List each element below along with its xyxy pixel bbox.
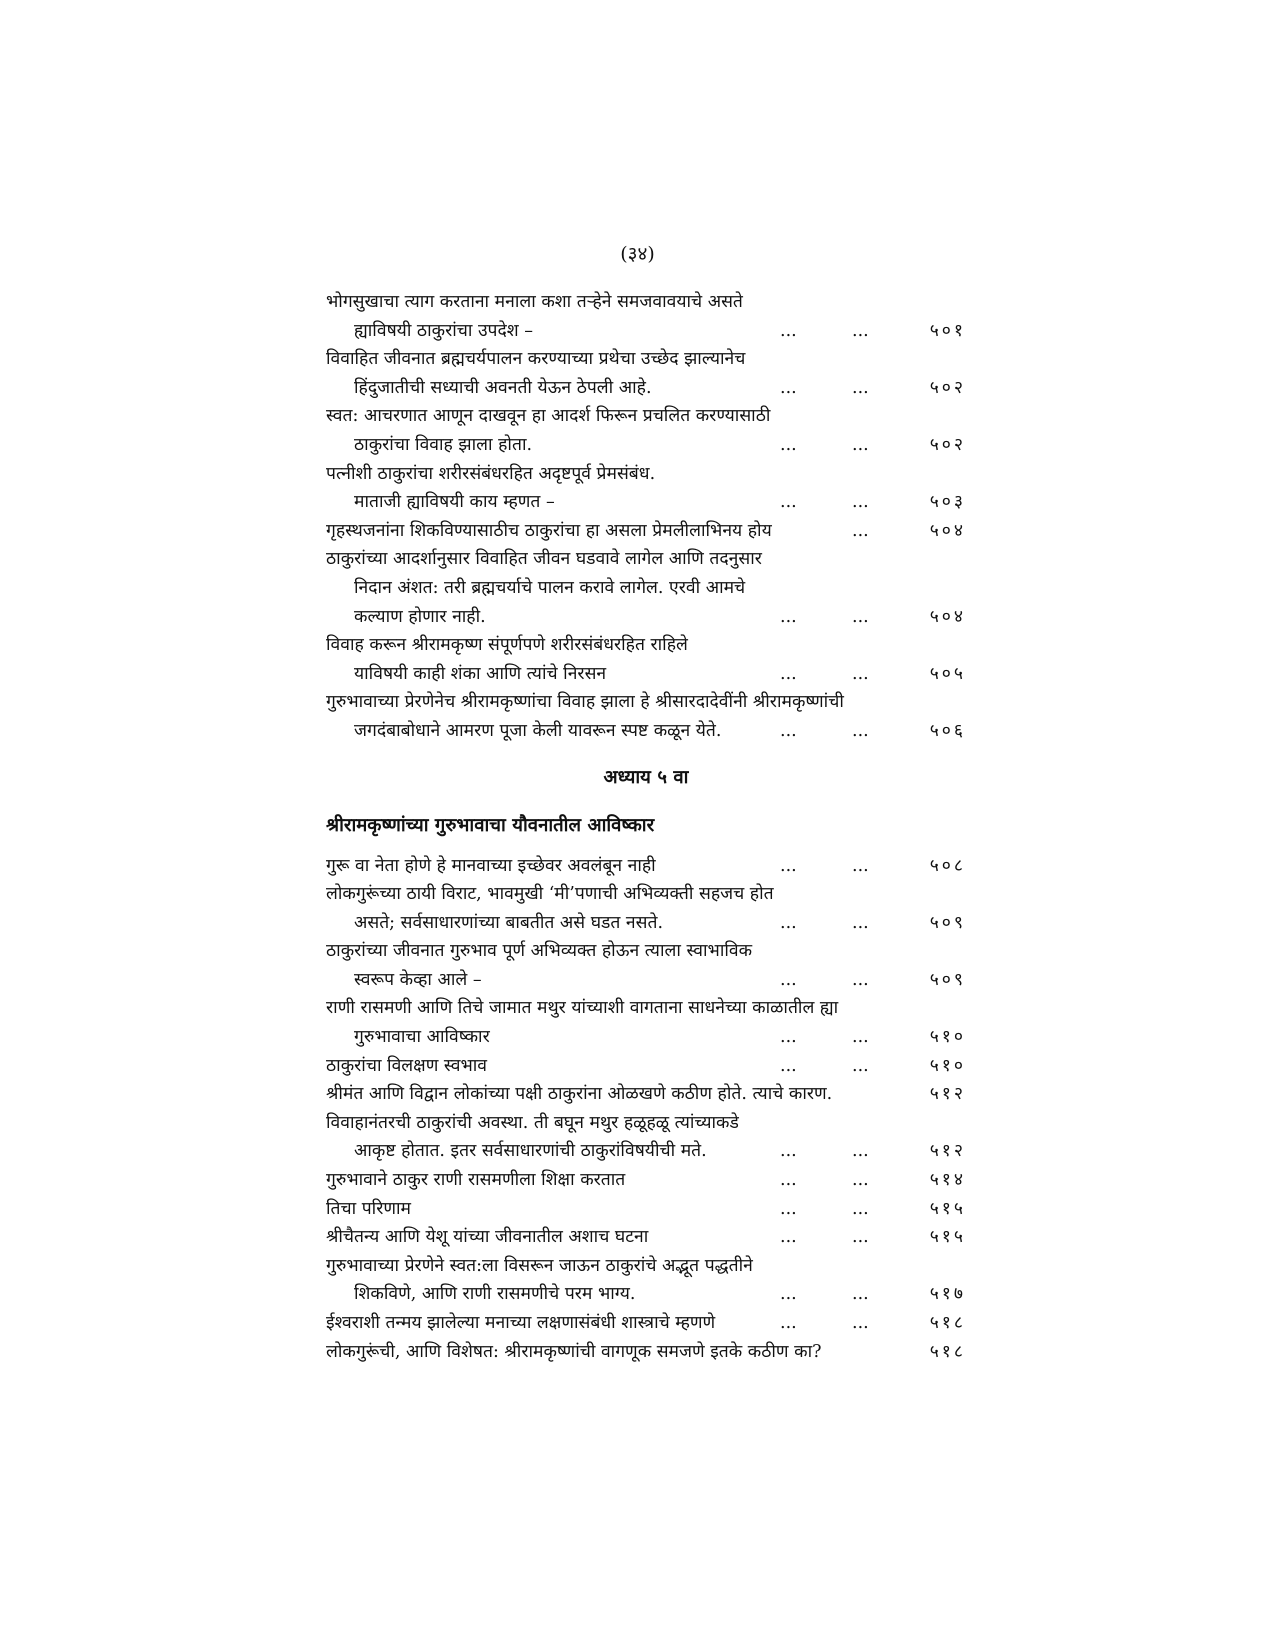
- leader-dots: ...: [852, 377, 869, 398]
- toc-entry-text: गृहस्थजनांना शिकविण्यासाठीच ठाकुरांचा हा असला प्रेमलीलाभिनय होय: [326, 520, 772, 541]
- toc-line: [326, 909, 966, 938]
- leader-dots: ...: [852, 1284, 869, 1305]
- leader-dots: ...: [852, 1141, 869, 1162]
- toc-page-number: ५१२: [929, 1141, 966, 1162]
- toc-line: [326, 1052, 966, 1081]
- table-of-contents: [326, 288, 966, 1366]
- toc-entry-text: ठाकुरांचा विलक्षण स्वभाव: [326, 1055, 488, 1076]
- leader-dots: ...: [852, 1198, 869, 1219]
- leader-dots: ...: [780, 606, 797, 627]
- page-number: (३४): [620, 243, 655, 265]
- toc-entry-text: स्वत: आचरणात आणून दाखवून हा आदर्श फिरून प्रचलित करण्यासाठी: [326, 406, 771, 427]
- toc-line: [326, 431, 966, 460]
- toc-line: [326, 994, 966, 1023]
- leader-dots: ...: [780, 663, 797, 684]
- toc-page-number: ५१५: [929, 1198, 966, 1219]
- toc-line: [326, 688, 966, 717]
- toc-page-number: ५०२: [929, 377, 966, 398]
- leader-dots: ...: [852, 855, 869, 876]
- leader-dots: ...: [852, 1227, 869, 1248]
- toc-entry-text: ठाकुरांच्या जीवनात गुरुभाव पूर्ण अभिव्यक्त होऊन त्याला स्वाभाविक: [326, 941, 753, 962]
- toc-line: [326, 937, 966, 966]
- leader-dots: ...: [780, 1027, 797, 1048]
- toc-line: [326, 603, 966, 632]
- toc-line: [326, 574, 966, 603]
- leader-dots: ...: [780, 912, 797, 933]
- toc-page-number: ५१७: [929, 1284, 966, 1305]
- toc-line: [326, 374, 966, 403]
- toc-page-number: ५०२: [929, 434, 966, 455]
- toc-entry-text: लोकगुरूंच्या ठायी विराट, भावमुखी ‘मी’पणाची अभिव्यक्ती सहजच होत: [326, 884, 774, 905]
- toc-page-number: ५१०: [929, 1027, 966, 1048]
- leader-dots: ...: [852, 520, 869, 541]
- leader-dots: ...: [852, 720, 869, 741]
- toc-page-number: ५०६: [929, 720, 966, 741]
- toc-line: [326, 1338, 966, 1367]
- chapter-heading: अध्याय ५ वा: [603, 766, 689, 788]
- toc-line: [326, 1280, 966, 1309]
- toc-page-number: ५०१: [929, 320, 966, 341]
- leader-dots: ...: [852, 912, 869, 933]
- toc-line: [326, 631, 966, 660]
- leader-dots: ...: [852, 969, 869, 990]
- toc-entry-text: विवाहानंतरची ठाकुरांची अवस्था. ती बघून मथुर हळूहळू त्यांच्याकडे: [326, 1112, 739, 1133]
- toc-line: [326, 880, 966, 909]
- chapter-title: श्रीरामकृष्णांच्या गुरुभावाचा यौवनातील आविष्कार: [326, 814, 655, 836]
- toc-entry-text: विवाहित जीवनात ब्रह्मचर्यपालन करण्याच्या प्रथेचा उच्छेद झाल्यानेच: [326, 349, 746, 370]
- toc-entry-text: गुरुभावाच्या प्रेरणेनेच श्रीरामकृष्णांचा विवाह झाला हे श्रीसारदादेवींनी श्रीरामकृष्णांची: [326, 692, 844, 713]
- toc-line: [326, 1166, 966, 1195]
- toc-entry-text: गुरू वा नेता होणे हे मानवाच्या इच्छेवर अवलंबून नाही: [326, 855, 656, 876]
- leader-dots: ...: [780, 1198, 797, 1219]
- toc-entry-text: आकृष्ट होतात. इतर सर्वसाधारणांची ठाकुरांविषयीची मते.: [354, 1141, 707, 1162]
- leader-dots: ...: [780, 720, 797, 741]
- toc-section-2: [326, 852, 966, 1367]
- toc-line: [326, 402, 966, 431]
- leader-dots: ...: [780, 969, 797, 990]
- leader-dots: ...: [852, 1055, 869, 1076]
- toc-line: [326, 660, 966, 689]
- leader-dots: ...: [780, 434, 797, 455]
- toc-entry-text: गुरुभावाचा आविष्कार: [354, 1027, 490, 1048]
- toc-entry-text: माताजी ह्याविषयी काय म्हणत –: [354, 492, 555, 513]
- leader-dots: ...: [780, 320, 797, 341]
- toc-line: [326, 852, 966, 881]
- toc-line: [326, 966, 966, 995]
- toc-page-number: ५०९: [929, 912, 966, 933]
- toc-line: [326, 317, 966, 346]
- toc-entry-text: गुरुभावाच्या प्रेरणेने स्वत:ला विसरून जाऊन ठाकुरांचे अद्भूत पद्धतीने: [326, 1255, 753, 1276]
- leader-dots: ...: [852, 663, 869, 684]
- leader-dots: ...: [780, 377, 797, 398]
- leader-dots: ...: [852, 434, 869, 455]
- toc-line: [326, 1252, 966, 1281]
- toc-entry-text: शिकविणे, आणि राणी रासमणीचे परम भाग्य.: [354, 1284, 636, 1305]
- toc-line: [326, 1223, 966, 1252]
- toc-line: [326, 345, 966, 374]
- leader-dots: ...: [852, 606, 869, 627]
- toc-entry-text: श्रीमंत आणि विद्वान लोकांच्या पक्षी ठाकुरांना ओळखणे कठीण होते. त्याचे कारण.: [326, 1084, 833, 1105]
- leader-dots: ...: [852, 492, 869, 513]
- leader-dots: ...: [780, 1170, 797, 1191]
- toc-entry-text: ठाकुरांचा विवाह झाला होता.: [354, 434, 533, 455]
- toc-entry-text: जगदंबाबोधाने आमरण पूजा केली यावरून स्पष्ट कळून येते.: [354, 720, 722, 741]
- toc-entry-text: श्रीचैतन्य आणि येशू यांच्या जीवनातील अशाच घटना: [326, 1227, 649, 1248]
- leader-dots: ...: [852, 320, 869, 341]
- toc-line: [326, 1109, 966, 1138]
- toc-line: [326, 517, 966, 546]
- toc-page-number: ५०४: [929, 520, 966, 541]
- toc-page-number: ५१५: [929, 1227, 966, 1248]
- toc-line: [326, 1137, 966, 1166]
- toc-page-number: ५१२: [929, 1084, 966, 1105]
- toc-entry-text: याविषयी काही शंका आणि त्यांचे निरसन: [354, 663, 607, 684]
- toc-page-number: ५१०: [929, 1055, 966, 1076]
- toc-line: [326, 1080, 966, 1109]
- toc-entry-text: विवाह करून श्रीरामकृष्ण संपूर्णपणे शरीरसंबंधरहित राहिले: [326, 635, 688, 656]
- toc-page-number: ५०९: [929, 969, 966, 990]
- toc-page-number: ५०५: [929, 663, 966, 684]
- toc-page-number: ५१८: [929, 1313, 966, 1333]
- leader-dots: ...: [852, 1170, 869, 1191]
- toc-line: [326, 545, 966, 574]
- toc-line: [326, 488, 966, 517]
- toc-entry-text: ह्याविषयी ठाकुरांचा उपदेश –: [354, 320, 534, 341]
- toc-page-number: ५१४: [929, 1170, 966, 1191]
- toc-line: [326, 717, 966, 746]
- toc-entry-text: ठाकुरांच्या आदर्शानुसार विवाहित जीवन घडवावे लागेल आणि तदनुसार: [326, 549, 762, 570]
- leader-dots: ...: [780, 1141, 797, 1162]
- leader-dots: ...: [780, 1227, 797, 1248]
- toc-entry-text: असते; सर्वसाधारणांच्या बाबतीत असे घडत नसते.: [354, 912, 664, 933]
- toc-page-number: ५०४: [929, 606, 966, 627]
- toc-entry-text: राणी रासमणी आणि तिचे जामात मथुर यांच्याशी वागताना साधनेच्या काळातील ह्या: [326, 998, 839, 1019]
- toc-line: [326, 1023, 966, 1052]
- toc-entry-text: हिंदुजातीची सध्याची अवनती येऊन ठेपली आहे.: [354, 377, 652, 398]
- toc-line: [326, 460, 966, 489]
- toc-entry-text: पत्नीशी ठाकुरांचा शरीरसंबंधरहित अदृष्टपूर्व प्रेमसंबंध.: [326, 463, 656, 484]
- toc-line: [326, 1195, 966, 1224]
- toc-line: [326, 288, 966, 317]
- toc-entry-text: ईश्वराशी तन्मय झालेल्या मनाच्या लक्षणासंबंधी शास्त्राचे म्हणणे: [326, 1313, 716, 1333]
- leader-dots: ...: [852, 1313, 869, 1333]
- leader-dots: ...: [852, 1027, 869, 1048]
- leader-dots: ...: [780, 492, 797, 513]
- toc-page-number: ५०३: [929, 492, 966, 513]
- toc-entry-text: निदान अंशत: तरी ब्रह्मचर्याचे पालन करावे लागेल. एरवी आमचे: [354, 577, 746, 598]
- leader-dots: ...: [780, 1313, 797, 1333]
- toc-page-number: ५१८: [929, 1341, 966, 1362]
- toc-entry-text: तिचा परिणाम: [326, 1198, 411, 1219]
- toc-line: [326, 1309, 966, 1338]
- leader-dots: ...: [780, 855, 797, 876]
- toc-entry-text: भोगसुखाचा त्याग करताना मनाला कशा तऱ्हेने समजवावयाचे असते: [326, 292, 743, 312]
- toc-entry-text: कल्याण होणार नाही.: [354, 606, 486, 627]
- toc-section-1: [326, 288, 966, 746]
- toc-entry-text: स्वरूप केव्हा आले –: [354, 969, 482, 990]
- toc-page-number: ५०८: [929, 855, 966, 876]
- toc-entry-text: लोकगुरूंची, आणि विशेषत: श्रीरामकृष्णांची वागणूक समजणे इतके कठीण का?: [326, 1341, 822, 1362]
- leader-dots: ...: [780, 1055, 797, 1076]
- toc-entry-text: गुरुभावाने ठाकुर राणी रासमणीला शिक्षा करतात: [326, 1170, 626, 1191]
- leader-dots: ...: [780, 1284, 797, 1305]
